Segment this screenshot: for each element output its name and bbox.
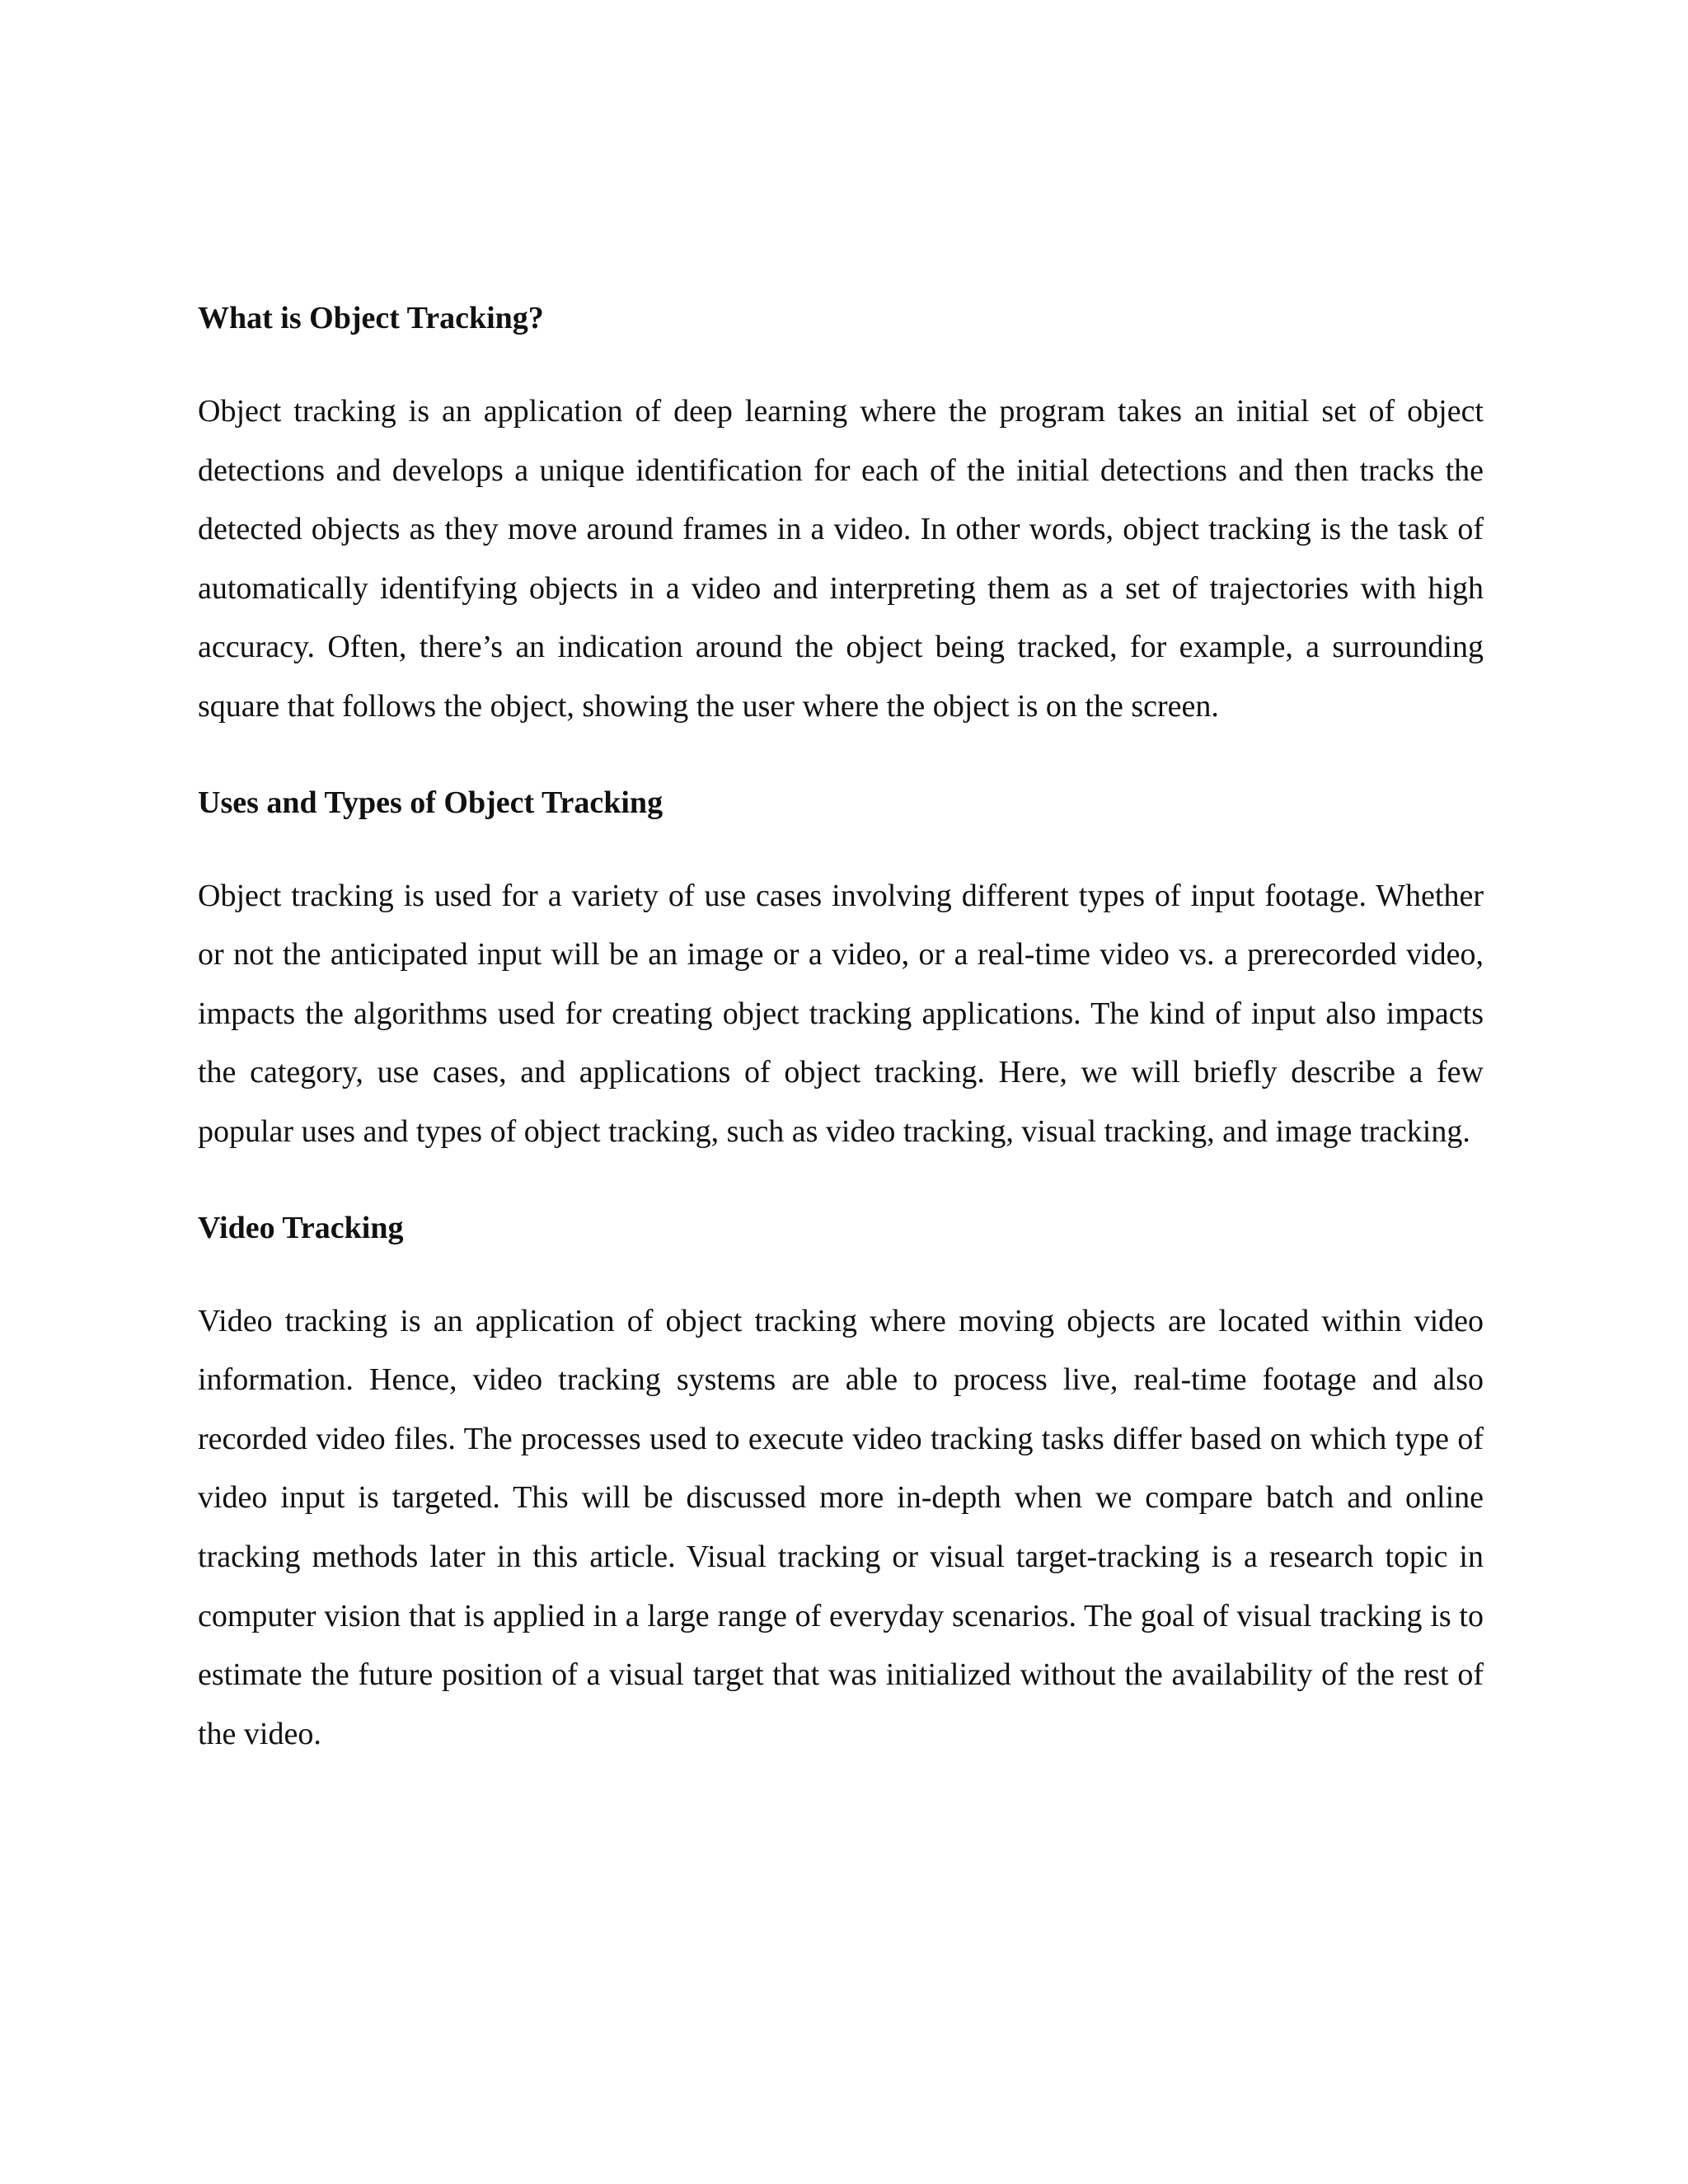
section-heading-what-is-object-tracking: What is Object Tracking? xyxy=(198,301,544,335)
paragraph-object-tracking-definition: Object tracking is an application of deep learning where the program takes an initial set of object detections and develops a unique identification for each of the initial detections and then tracks the detected objects as they move around frames in a video. In other words, object tracking is the task of automatically identifying objects in a video and interpreting them as a set of trajectories with high accuracy. Often, there’s an indication around the object being tracked, for example, a surrounding square that follows the object, showing the user where the object is on the screen. xyxy=(198,394,1484,724)
paragraph-video-tracking: Video tracking is an application of object tracking where moving objects are located within video information. Hence, video tracking systems are able to process live, real-time footage and also recorded video files. The processes used to execute video tracking tasks differ based on which type of video input is targeted. This will be discussed more in-depth when we compare batch and online tracking methods later in this article. Visual tracking or visual target-tracking is a research topic in computer vision that is applied in a large range of everyday scenarios. The goal of visual tracking is to estimate the future position of a visual target that was initialized without the availability of the rest of the video. xyxy=(198,1303,1484,1751)
paragraph-uses-and-types: Object tracking is used for a variety of use cases involving different types of input footage. Whether or not the anticipated input will be an image or a video, or a real-time video vs. a prerecorded video, impacts the algorithms used for creating object tracking applications. The kind of input also impacts the category, use cases, and applications of object tracking. Here, we will briefly describe a few popular uses and types of object tracking, such as video tracking, visual tracking, and image tracking. xyxy=(198,878,1484,1149)
section-heading-uses-and-types: Uses and Types of Object Tracking xyxy=(198,785,663,820)
section-heading-video-tracking: Video Tracking xyxy=(198,1210,404,1245)
document-body xyxy=(198,297,1484,1764)
